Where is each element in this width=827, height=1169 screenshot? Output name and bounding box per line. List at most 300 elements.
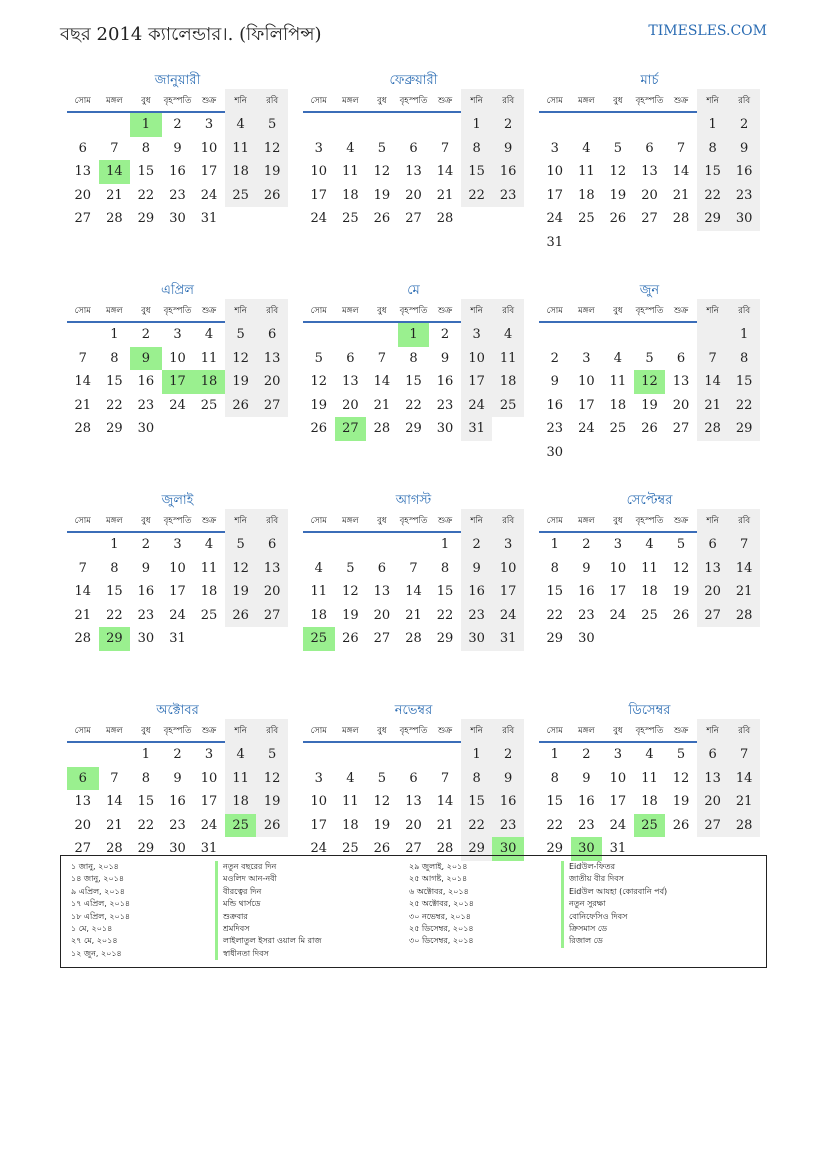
day-cell[interactable]: 23 [137, 607, 155, 623]
day-cell[interactable]: 14 [728, 557, 760, 581]
day-cell[interactable]: 7 [440, 140, 450, 156]
day-cell[interactable]: 27 [74, 211, 92, 226]
day-cell[interactable]: 28 [672, 211, 690, 226]
day-cell[interactable]: 1 [461, 113, 493, 137]
day-cell[interactable]: 24 [200, 817, 218, 833]
day-cell[interactable]: 9 [130, 347, 162, 371]
day-cell[interactable]: 6 [409, 140, 418, 156]
day-cell[interactable]: 10 [310, 794, 328, 809]
day-cell[interactable]: 20 [405, 817, 422, 833]
day-cell[interactable]: 27 [697, 814, 729, 838]
day-cell[interactable]: 9 [492, 137, 524, 161]
day-cell[interactable]: 9 [582, 560, 591, 576]
day-cell[interactable]: 23 [578, 817, 595, 833]
day-cell[interactable]: 14 [697, 370, 729, 394]
day-cell[interactable]: 25 [342, 211, 359, 226]
day-cell[interactable]: 12 [634, 370, 666, 394]
day-cell[interactable]: 29 [728, 417, 760, 441]
day-cell[interactable]: 10 [609, 560, 627, 576]
day-cell[interactable]: 21 [106, 187, 123, 203]
day-cell[interactable]: 6 [645, 140, 654, 156]
day-cell[interactable]: 3 [204, 747, 214, 762]
day-cell[interactable]: 14 [436, 164, 454, 179]
day-cell[interactable]: 22 [436, 607, 454, 623]
day-cell[interactable]: 17 [609, 584, 627, 599]
day-cell[interactable]: 15 [436, 584, 454, 599]
day-cell[interactable]: 21 [436, 817, 454, 833]
day-cell[interactable]: 10 [578, 374, 595, 389]
day-cell[interactable]: 9 [461, 557, 493, 581]
day-cell[interactable]: 22 [546, 607, 564, 623]
day-cell[interactable]: 13 [405, 164, 422, 179]
day-cell[interactable]: 30 [728, 207, 760, 231]
day-cell[interactable]: 23 [728, 184, 760, 208]
day-cell[interactable]: 27 [256, 604, 288, 628]
day-cell[interactable]: 28 [74, 421, 92, 436]
day-cell[interactable]: 6 [697, 743, 729, 767]
day-cell[interactable]: 16 [578, 584, 595, 599]
day-cell[interactable]: 3 [492, 533, 524, 557]
day-cell[interactable]: 29 [546, 841, 564, 856]
day-cell[interactable]: 20 [256, 370, 288, 394]
day-cell[interactable]: 18 [193, 370, 225, 394]
day-cell[interactable]: 30 [169, 841, 186, 856]
day-cell[interactable]: 4 [492, 323, 524, 347]
day-cell[interactable]: 28 [106, 841, 123, 856]
day-cell[interactable]: 13 [672, 374, 690, 389]
day-cell[interactable]: 22 [728, 394, 760, 418]
day-cell[interactable]: 27 [641, 211, 658, 226]
day-cell[interactable]: 1 [130, 113, 162, 137]
day-cell[interactable]: 8 [550, 770, 559, 786]
day-cell[interactable]: 17 [200, 164, 218, 179]
day-cell[interactable]: 21 [728, 790, 760, 814]
day-cell[interactable]: 8 [440, 560, 450, 576]
day-cell[interactable]: 31 [169, 631, 186, 646]
day-cell[interactable]: 7 [110, 770, 119, 786]
day-cell[interactable]: 7 [78, 350, 87, 366]
day-cell[interactable]: 1 [550, 537, 559, 552]
day-cell[interactable]: 24 [609, 607, 627, 623]
day-cell[interactable]: 28 [436, 211, 454, 226]
day-cell[interactable]: 13 [641, 164, 658, 179]
day-cell[interactable]: 28 [106, 211, 123, 226]
day-cell[interactable]: 29 [697, 207, 729, 231]
day-cell[interactable]: 15 [137, 794, 155, 809]
day-cell[interactable]: 21 [106, 817, 123, 833]
day-cell[interactable]: 31 [609, 841, 627, 856]
day-cell[interactable]: 16 [169, 164, 186, 179]
day-cell[interactable]: 17 [310, 817, 328, 833]
day-cell[interactable]: 29 [546, 631, 564, 646]
day-cell[interactable]: 10 [546, 164, 564, 179]
day-cell[interactable]: 19 [256, 160, 288, 184]
day-cell[interactable]: 5 [314, 350, 323, 366]
day-cell[interactable]: 1 [728, 323, 760, 347]
day-cell[interactable]: 12 [342, 584, 359, 599]
day-cell[interactable]: 28 [436, 841, 454, 856]
day-cell[interactable]: 10 [461, 347, 493, 371]
day-cell[interactable]: 10 [492, 557, 524, 581]
day-cell[interactable]: 11 [200, 560, 218, 576]
day-cell[interactable]: 14 [672, 164, 690, 179]
day-cell[interactable]: 22 [137, 817, 155, 833]
day-cell[interactable]: 1 [550, 747, 559, 762]
day-cell[interactable]: 22 [697, 184, 729, 208]
day-cell[interactable]: 4 [645, 537, 654, 552]
day-cell[interactable]: 7 [409, 560, 418, 576]
day-cell[interactable]: 2 [728, 113, 760, 137]
day-cell[interactable]: 16 [578, 794, 595, 809]
day-cell[interactable]: 27 [373, 631, 391, 646]
day-cell[interactable]: 17 [492, 580, 524, 604]
day-cell[interactable]: 3 [550, 140, 559, 156]
day-cell[interactable]: 27 [256, 394, 288, 418]
day-cell[interactable]: 16 [461, 580, 493, 604]
day-cell[interactable]: 26 [225, 394, 257, 418]
day-cell[interactable]: 14 [99, 160, 131, 184]
day-cell[interactable]: 31 [200, 841, 218, 856]
day-cell[interactable]: 27 [335, 417, 367, 441]
day-cell[interactable]: 6 [346, 350, 355, 366]
day-cell[interactable]: 9 [173, 770, 182, 786]
day-cell[interactable]: 28 [728, 604, 760, 628]
day-cell[interactable]: 6 [409, 770, 418, 786]
day-cell[interactable]: 12 [310, 374, 328, 389]
day-cell[interactable]: 20 [342, 397, 359, 413]
day-cell[interactable]: 25 [634, 814, 666, 838]
day-cell[interactable]: 26 [373, 211, 391, 226]
day-cell[interactable]: 8 [110, 350, 119, 366]
day-cell[interactable]: 26 [641, 421, 658, 436]
day-cell[interactable]: 21 [436, 187, 454, 203]
day-cell[interactable]: 19 [256, 790, 288, 814]
day-cell[interactable]: 8 [697, 137, 729, 161]
day-cell[interactable]: 2 [582, 537, 591, 552]
day-cell[interactable]: 15 [461, 160, 493, 184]
day-cell[interactable]: 8 [461, 137, 493, 161]
day-cell[interactable]: 21 [697, 394, 729, 418]
day-cell[interactable]: 7 [728, 743, 760, 767]
day-cell[interactable]: 9 [440, 350, 450, 366]
day-cell[interactable]: 12 [672, 560, 690, 576]
day-cell[interactable]: 4 [225, 743, 257, 767]
day-cell[interactable]: 6 [676, 350, 686, 366]
day-cell[interactable]: 5 [377, 770, 387, 786]
day-cell[interactable]: 6 [377, 560, 387, 576]
day-cell[interactable]: 26 [373, 841, 391, 856]
day-cell[interactable]: 19 [310, 397, 328, 413]
day-cell[interactable]: 31 [546, 234, 564, 250]
day-cell[interactable]: 24 [461, 394, 493, 418]
day-cell[interactable]: 11 [342, 794, 359, 809]
day-cell[interactable]: 1 [461, 743, 493, 767]
day-cell[interactable]: 18 [225, 790, 257, 814]
day-cell[interactable]: 9 [492, 767, 524, 791]
day-cell[interactable]: 15 [461, 790, 493, 814]
day-cell[interactable]: 4 [645, 747, 654, 762]
day-cell[interactable]: 30 [578, 631, 595, 646]
day-cell[interactable]: 10 [310, 164, 328, 179]
day-cell[interactable]: 29 [405, 421, 422, 436]
day-cell[interactable]: 12 [256, 767, 288, 791]
day-cell[interactable]: 15 [405, 374, 422, 389]
day-cell[interactable]: 15 [106, 374, 123, 389]
day-cell[interactable]: 5 [256, 743, 288, 767]
day-cell[interactable]: 4 [204, 537, 214, 552]
day-cell[interactable]: 2 [492, 743, 524, 767]
day-cell[interactable]: 10 [200, 770, 218, 786]
day-cell[interactable]: 17 [609, 794, 627, 809]
day-cell[interactable]: 6 [256, 533, 288, 557]
day-cell[interactable]: 1 [440, 537, 450, 552]
day-cell[interactable]: 11 [578, 164, 595, 179]
day-cell[interactable]: 9 [141, 560, 151, 576]
day-cell[interactable]: 24 [578, 421, 595, 436]
day-cell[interactable]: 18 [578, 187, 595, 203]
day-cell[interactable]: 18 [492, 370, 524, 394]
day-cell[interactable]: 7 [78, 560, 87, 576]
day-cell[interactable]: 7 [377, 350, 387, 366]
day-cell[interactable]: 16 [492, 790, 524, 814]
day-cell[interactable]: 21 [74, 397, 92, 413]
day-cell[interactable]: 21 [373, 397, 391, 413]
day-cell[interactable]: 23 [578, 607, 595, 623]
day-cell[interactable]: 3 [204, 117, 214, 132]
day-cell[interactable]: 13 [74, 794, 92, 809]
day-cell[interactable]: 30 [137, 421, 155, 436]
day-cell[interactable]: 26 [672, 607, 690, 623]
day-cell[interactable]: 21 [672, 187, 690, 203]
day-cell[interactable]: 2 [141, 537, 151, 552]
day-cell[interactable]: 4 [346, 770, 355, 786]
day-cell[interactable]: 1 [141, 747, 151, 762]
day-cell[interactable]: 19 [225, 580, 257, 604]
day-cell[interactable]: 13 [256, 347, 288, 371]
day-cell[interactable]: 19 [342, 607, 359, 623]
day-cell[interactable]: 4 [204, 327, 214, 342]
day-cell[interactable]: 29 [436, 631, 454, 646]
day-cell[interactable]: 24 [310, 211, 328, 226]
day-cell[interactable]: 28 [373, 421, 391, 436]
day-cell[interactable]: 16 [546, 397, 564, 413]
day-cell[interactable]: 8 [728, 347, 760, 371]
day-cell[interactable]: 1 [110, 327, 119, 342]
day-cell[interactable]: 3 [314, 140, 323, 156]
day-cell[interactable]: 31 [200, 211, 218, 226]
day-cell[interactable]: 1 [398, 323, 430, 347]
day-cell[interactable]: 26 [256, 814, 288, 838]
day-cell[interactable]: 9 [728, 137, 760, 161]
day-cell[interactable]: 24 [169, 607, 186, 623]
day-cell[interactable]: 20 [697, 790, 729, 814]
day-cell[interactable]: 10 [169, 560, 186, 576]
day-cell[interactable]: 11 [225, 137, 257, 161]
day-cell[interactable]: 25 [342, 841, 359, 856]
day-cell[interactable]: 8 [461, 767, 493, 791]
day-cell[interactable]: 13 [373, 584, 391, 599]
day-cell[interactable]: 30 [546, 444, 564, 460]
day-cell[interactable]: 30 [492, 837, 524, 861]
day-cell[interactable]: 25 [609, 421, 627, 436]
day-cell[interactable]: 25 [200, 397, 218, 413]
day-cell[interactable]: 11 [641, 560, 658, 576]
day-cell[interactable]: 2 [173, 117, 182, 132]
day-cell[interactable]: 18 [225, 160, 257, 184]
day-cell[interactable]: 8 [409, 350, 418, 366]
day-cell[interactable]: 4 [582, 140, 591, 156]
day-cell[interactable]: 22 [546, 817, 564, 833]
day-cell[interactable]: 27 [672, 421, 690, 436]
day-cell[interactable]: 19 [672, 584, 690, 599]
day-cell[interactable]: 29 [461, 837, 493, 861]
day-cell[interactable]: 25 [225, 814, 257, 838]
day-cell[interactable]: 16 [436, 374, 454, 389]
day-cell[interactable]: 20 [697, 580, 729, 604]
day-cell[interactable]: 25 [641, 607, 658, 623]
day-cell[interactable]: 6 [67, 767, 99, 791]
day-cell[interactable]: 8 [141, 140, 151, 156]
day-cell[interactable]: 12 [225, 557, 257, 581]
day-cell[interactable]: 1 [697, 113, 729, 137]
day-cell[interactable]: 27 [74, 841, 92, 856]
day-cell[interactable]: 11 [310, 584, 328, 599]
day-cell[interactable]: 3 [173, 327, 182, 342]
day-cell[interactable]: 17 [310, 187, 328, 203]
day-cell[interactable]: 24 [310, 841, 328, 856]
day-cell[interactable]: 20 [373, 607, 391, 623]
day-cell[interactable]: 19 [373, 817, 391, 833]
day-cell[interactable]: 13 [342, 374, 359, 389]
day-cell[interactable]: 20 [256, 580, 288, 604]
day-cell[interactable]: 14 [74, 584, 92, 599]
day-cell[interactable]: 11 [492, 347, 524, 371]
day-cell[interactable]: 15 [106, 584, 123, 599]
day-cell[interactable]: 24 [492, 604, 524, 628]
day-cell[interactable]: 9 [173, 140, 182, 156]
day-cell[interactable]: 13 [697, 767, 729, 791]
day-cell[interactable]: 25 [303, 627, 335, 651]
day-cell[interactable]: 6 [78, 140, 87, 156]
day-cell[interactable]: 8 [141, 770, 151, 786]
day-cell[interactable]: 25 [200, 607, 218, 623]
day-cell[interactable]: 22 [461, 184, 493, 208]
day-cell[interactable]: 7 [697, 347, 729, 371]
day-cell[interactable]: 5 [346, 560, 355, 576]
day-cell[interactable]: 14 [373, 374, 391, 389]
day-cell[interactable]: 10 [169, 350, 186, 366]
day-cell[interactable]: 5 [377, 140, 387, 156]
day-cell[interactable]: 13 [405, 794, 422, 809]
day-cell[interactable]: 4 [613, 350, 623, 366]
day-cell[interactable]: 24 [169, 397, 186, 413]
day-cell[interactable]: 14 [74, 374, 92, 389]
day-cell[interactable]: 17 [169, 584, 186, 599]
day-cell[interactable]: 25 [492, 394, 524, 418]
day-cell[interactable]: 13 [256, 557, 288, 581]
day-cell[interactable]: 12 [373, 164, 391, 179]
day-cell[interactable]: 2 [440, 327, 450, 342]
day-cell[interactable]: 22 [405, 397, 422, 413]
day-cell[interactable]: 20 [672, 397, 690, 413]
day-cell[interactable]: 19 [609, 187, 627, 203]
day-cell[interactable]: 4 [314, 560, 323, 576]
day-cell[interactable]: 1 [110, 537, 119, 552]
day-cell[interactable]: 5 [676, 537, 686, 552]
day-cell[interactable]: 25 [578, 211, 595, 226]
day-cell[interactable]: 20 [74, 187, 92, 203]
day-cell[interactable]: 26 [342, 631, 359, 646]
day-cell[interactable]: 21 [405, 607, 422, 623]
day-cell[interactable]: 11 [641, 770, 658, 786]
day-cell[interactable]: 20 [74, 817, 92, 833]
day-cell[interactable]: 28 [697, 417, 729, 441]
day-cell[interactable]: 4 [346, 140, 355, 156]
day-cell[interactable]: 16 [492, 160, 524, 184]
day-cell[interactable]: 5 [676, 747, 686, 762]
day-cell[interactable]: 26 [225, 604, 257, 628]
day-cell[interactable]: 15 [137, 164, 155, 179]
day-cell[interactable]: 16 [137, 374, 155, 389]
day-cell[interactable]: 13 [74, 164, 92, 179]
day-cell[interactable]: 18 [342, 817, 359, 833]
day-cell[interactable]: 8 [110, 560, 119, 576]
day-cell[interactable]: 22 [137, 187, 155, 203]
day-cell[interactable]: 26 [256, 184, 288, 208]
day-cell[interactable]: 17 [461, 370, 493, 394]
day-cell[interactable]: 5 [256, 113, 288, 137]
day-cell[interactable]: 11 [609, 374, 627, 389]
day-cell[interactable]: 14 [405, 584, 422, 599]
day-cell[interactable]: 16 [169, 794, 186, 809]
day-cell[interactable]: 17 [578, 397, 595, 413]
day-cell[interactable]: 23 [546, 421, 564, 436]
day-cell[interactable]: 3 [314, 770, 323, 786]
day-cell[interactable]: 18 [609, 397, 627, 413]
day-cell[interactable]: 30 [571, 837, 603, 861]
day-cell[interactable]: 27 [697, 604, 729, 628]
day-cell[interactable]: 31 [461, 417, 493, 441]
day-cell[interactable]: 12 [373, 794, 391, 809]
day-cell[interactable]: 5 [225, 323, 257, 347]
day-cell[interactable]: 15 [697, 160, 729, 184]
day-cell[interactable]: 2 [461, 533, 493, 557]
day-cell[interactable]: 23 [461, 604, 493, 628]
day-cell[interactable]: 9 [582, 770, 591, 786]
day-cell[interactable]: 19 [641, 397, 658, 413]
day-cell[interactable]: 30 [137, 631, 155, 646]
day-cell[interactable]: 24 [546, 211, 564, 226]
day-cell[interactable]: 14 [728, 767, 760, 791]
day-cell[interactable]: 23 [169, 817, 186, 833]
day-cell[interactable]: 29 [137, 841, 155, 856]
day-cell[interactable]: 21 [74, 607, 92, 623]
day-cell[interactable]: 19 [225, 370, 257, 394]
day-cell[interactable]: 26 [672, 817, 690, 833]
day-cell[interactable]: 5 [645, 350, 654, 366]
day-cell[interactable]: 24 [609, 817, 627, 833]
day-cell[interactable]: 30 [461, 627, 493, 651]
day-cell[interactable]: 2 [550, 350, 559, 366]
day-cell[interactable]: 4 [225, 113, 257, 137]
day-cell[interactable]: 3 [613, 747, 623, 762]
day-cell[interactable]: 27 [405, 841, 422, 856]
day-cell[interactable]: 6 [256, 323, 288, 347]
day-cell[interactable]: 15 [728, 370, 760, 394]
day-cell[interactable]: 20 [641, 187, 658, 203]
day-cell[interactable]: 21 [728, 580, 760, 604]
day-cell[interactable]: 6 [697, 533, 729, 557]
